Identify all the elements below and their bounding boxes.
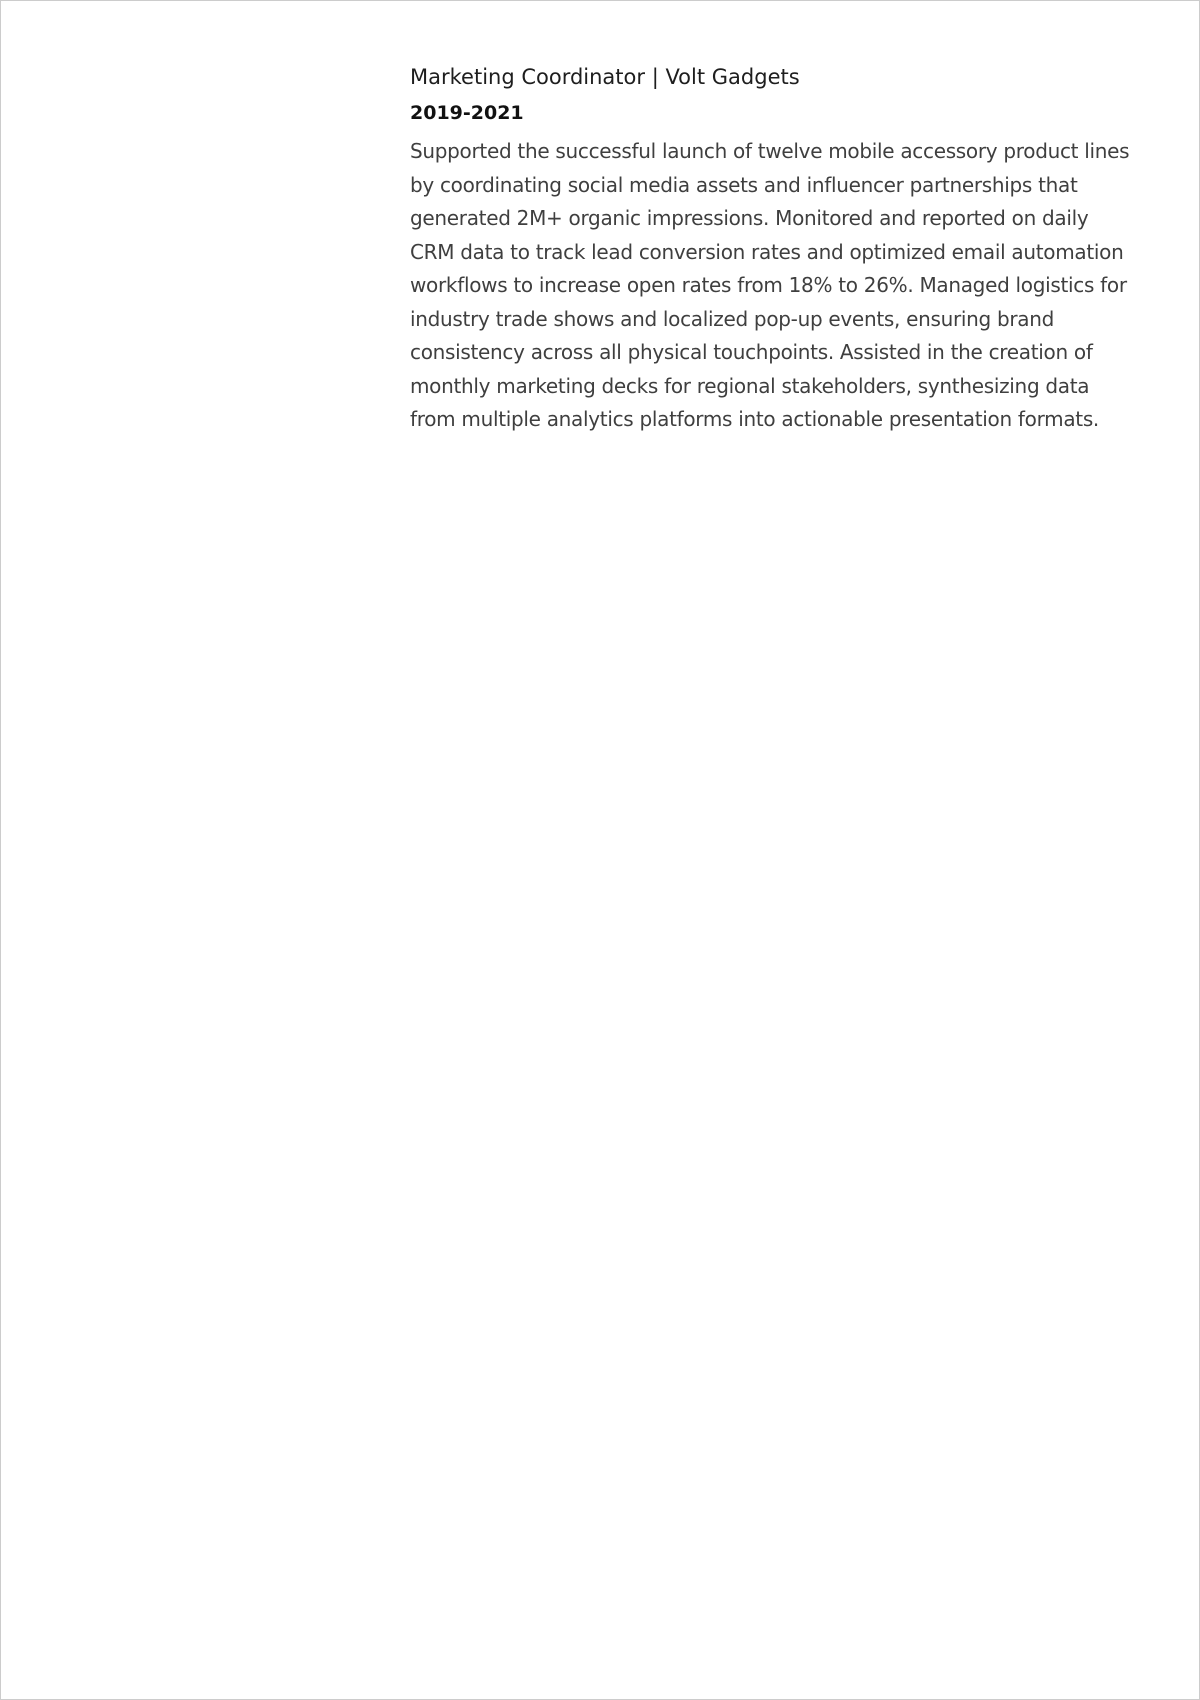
experience-entry — [410, 61, 1130, 437]
job-dates: 2019-2021 — [410, 102, 524, 124]
job-title: Marketing Coordinator | Volt Gadgets — [410, 65, 800, 89]
job-description: Supported the successful launch of twelve mobile accessory product lines by coordinating social media assets and influencer partnerships that generated 2M+ organic impressions. Monitored and reported on daily CRM data to track lead conversion rates and optimized email automation workflows to increase open rates from 18% to 26%. Managed logistics for industry trade shows and localized pop-up events, ensuring brand consistency across all physical touchpoints. Assisted in the creation of monthly marketing decks for regional stakeholders, synthesizing data from multiple analytics platforms into actionable presentation formats. — [410, 139, 1130, 431]
